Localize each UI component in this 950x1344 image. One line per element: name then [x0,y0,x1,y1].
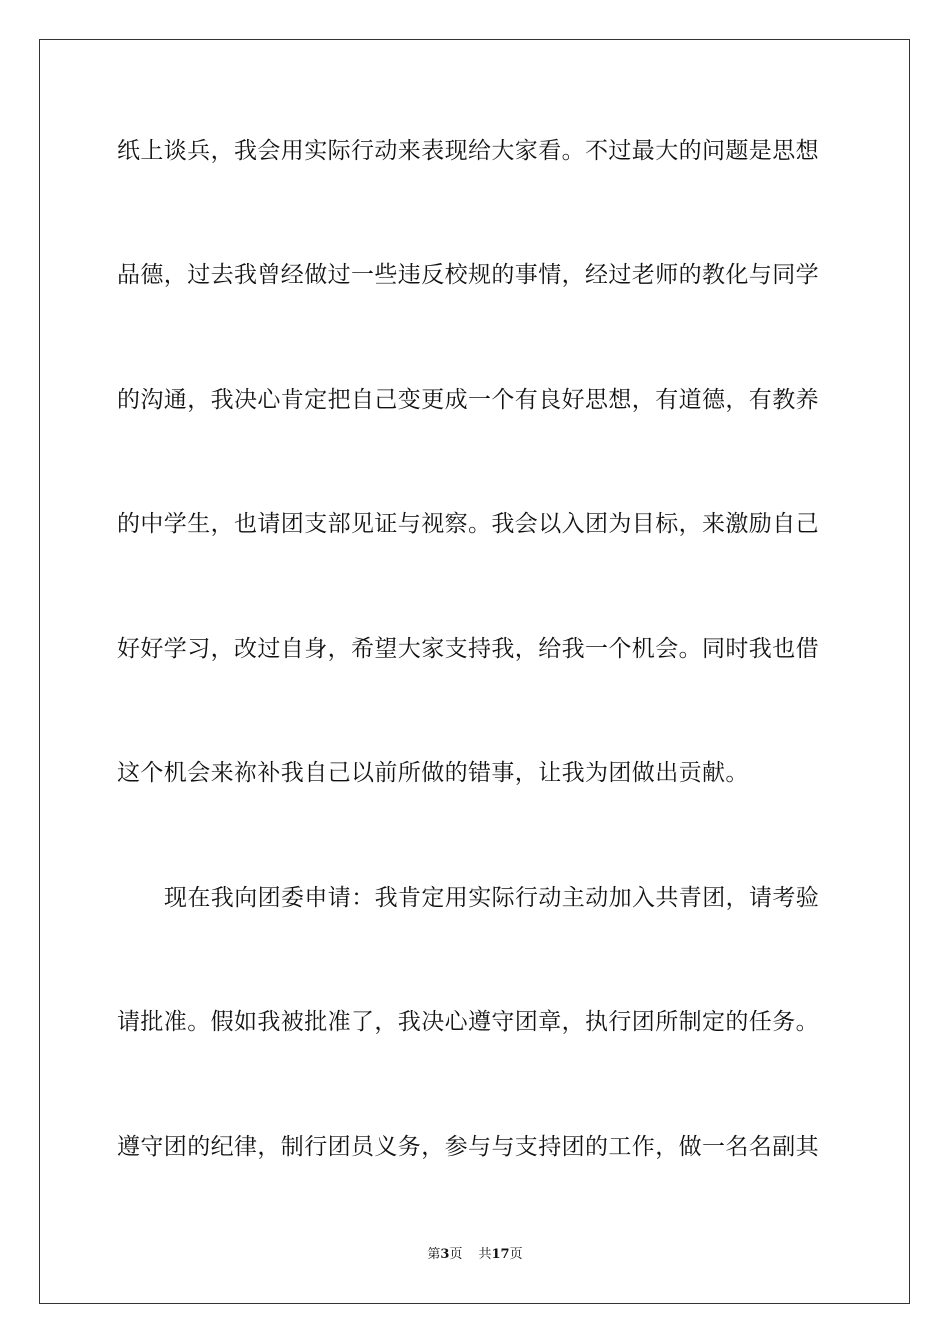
page-border [39,39,910,1304]
body-text-line: 请批准。假如我被批准了，我决心遵守团章，执行团所制定的任务。 [117,1009,819,1035]
page-number: 3 [440,1247,450,1262]
body-text-line: 的沟通，我决心肯定把自己变更成一个有良好思想，有道德，有教养 [117,387,819,413]
body-text-line: 好好学习，改过自身，希望大家支持我，给我一个机会。同时我也借 [117,636,819,662]
body-text-line: 这个机会来祢补我自己以前所做的错事，让我为团做出贡献。 [117,760,749,786]
page-label-suffix: 页 [449,1247,463,1262]
total-label-suffix: 页 [509,1247,523,1262]
page-footer [0,1246,950,1264]
page-label-prefix: 第 [427,1247,441,1262]
body-text-line: 纸上谈兵，我会用实际行动来表现给大家看。不过最大的问题是思想 [117,138,819,164]
body-text-line: 遵守团的纪律，制行团员义务，参与与支持团的工作，做一名名副其 [117,1134,819,1160]
total-label-prefix: 共 [478,1247,492,1262]
body-text-line: 品德，过去我曾经做过一些违反校规的事情，经过老师的教化与同学 [117,262,819,288]
total-pages: 17 [491,1247,510,1262]
body-text-line: 的中学生，也请团支部见证与视察。我会以入团为目标，来激励自己 [117,511,819,537]
paragraph-start-line: 现在我向团委申请：我肯定用实际行动主动加入共青团，请考验 [164,885,820,911]
